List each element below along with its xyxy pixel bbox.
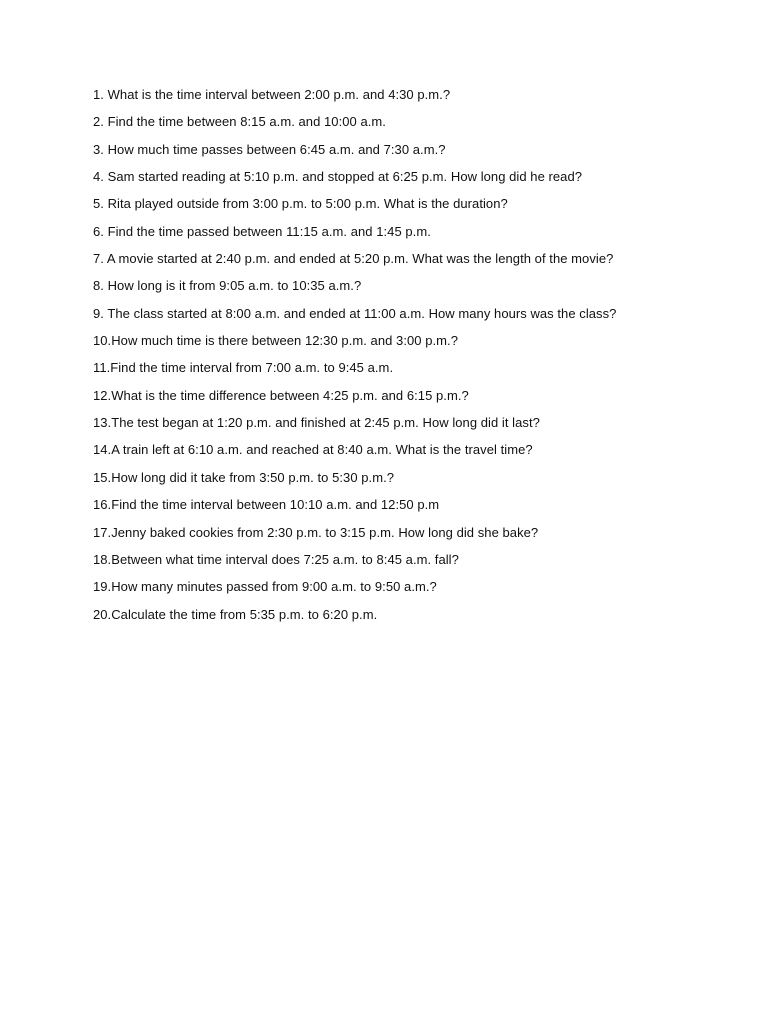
question-19: 19.How many minutes passed from 9:00 a.m. to 9:50 a.m.? xyxy=(93,579,437,595)
question-17: 17.Jenny baked cookies from 2:30 p.m. to 3:15 p.m. How long did she bake? xyxy=(93,524,539,540)
question-20: 20.Calculate the time from 5:35 p.m. to 6:20 p.m. xyxy=(93,606,378,622)
question-16: 16.Find the time interval between 10:10 a.m. and 12:50 p.m xyxy=(93,497,440,513)
question-9: 9. The class started at 8:00 a.m. and ended at 11:00 a.m. How many hours was the class? xyxy=(93,305,617,321)
question-5: 5. Rita played outside from 3:00 p.m. to 5:00 p.m. What is the duration? xyxy=(93,196,508,212)
question-4: 4. Sam started reading at 5:10 p.m. and stopped at 6:25 p.m. How long did he read? xyxy=(93,169,583,185)
question-12: 12.What is the time difference between 4:25 p.m. and 6:15 p.m.? xyxy=(93,387,469,403)
question-10: 10.How much time is there between 12:30 p.m. and 3:00 p.m.? xyxy=(93,333,458,349)
question-7: 7. A movie started at 2:40 p.m. and ended at 5:20 p.m. What was the length of the movie? xyxy=(93,251,614,267)
question-1: 1. What is the time interval between 2:00 p.m. and 4:30 p.m.? xyxy=(93,87,451,102)
question-14: 14.A train left at 6:10 a.m. and reached at 8:40 a.m. What is the travel time? xyxy=(93,442,533,458)
question-18: 18.Between what time interval does 7:25 a.m. to 8:45 a.m. fall? xyxy=(93,551,459,567)
question-13: 13.The test began at 1:20 p.m. and finished at 2:45 p.m. How long did it last? xyxy=(93,415,540,431)
question-8: 8. How long is it from 9:05 a.m. to 10:35 a.m.? xyxy=(93,278,362,294)
question-15: 15.How long did it take from 3:50 p.m. to 5:30 p.m.? xyxy=(93,469,395,485)
question-3: 3. How much time passes between 6:45 a.m. and 7:30 a.m.? xyxy=(93,141,446,157)
question-11: 11.Find the time interval from 7:00 a.m. to 9:45 a.m. xyxy=(93,360,394,376)
question-list xyxy=(93,86,733,633)
question-6: 6. Find the time passed between 11:15 a.m. and 1:45 p.m. xyxy=(93,223,431,239)
question-2: 2. Find the time between 8:15 a.m. and 10:00 a.m. xyxy=(93,114,386,130)
